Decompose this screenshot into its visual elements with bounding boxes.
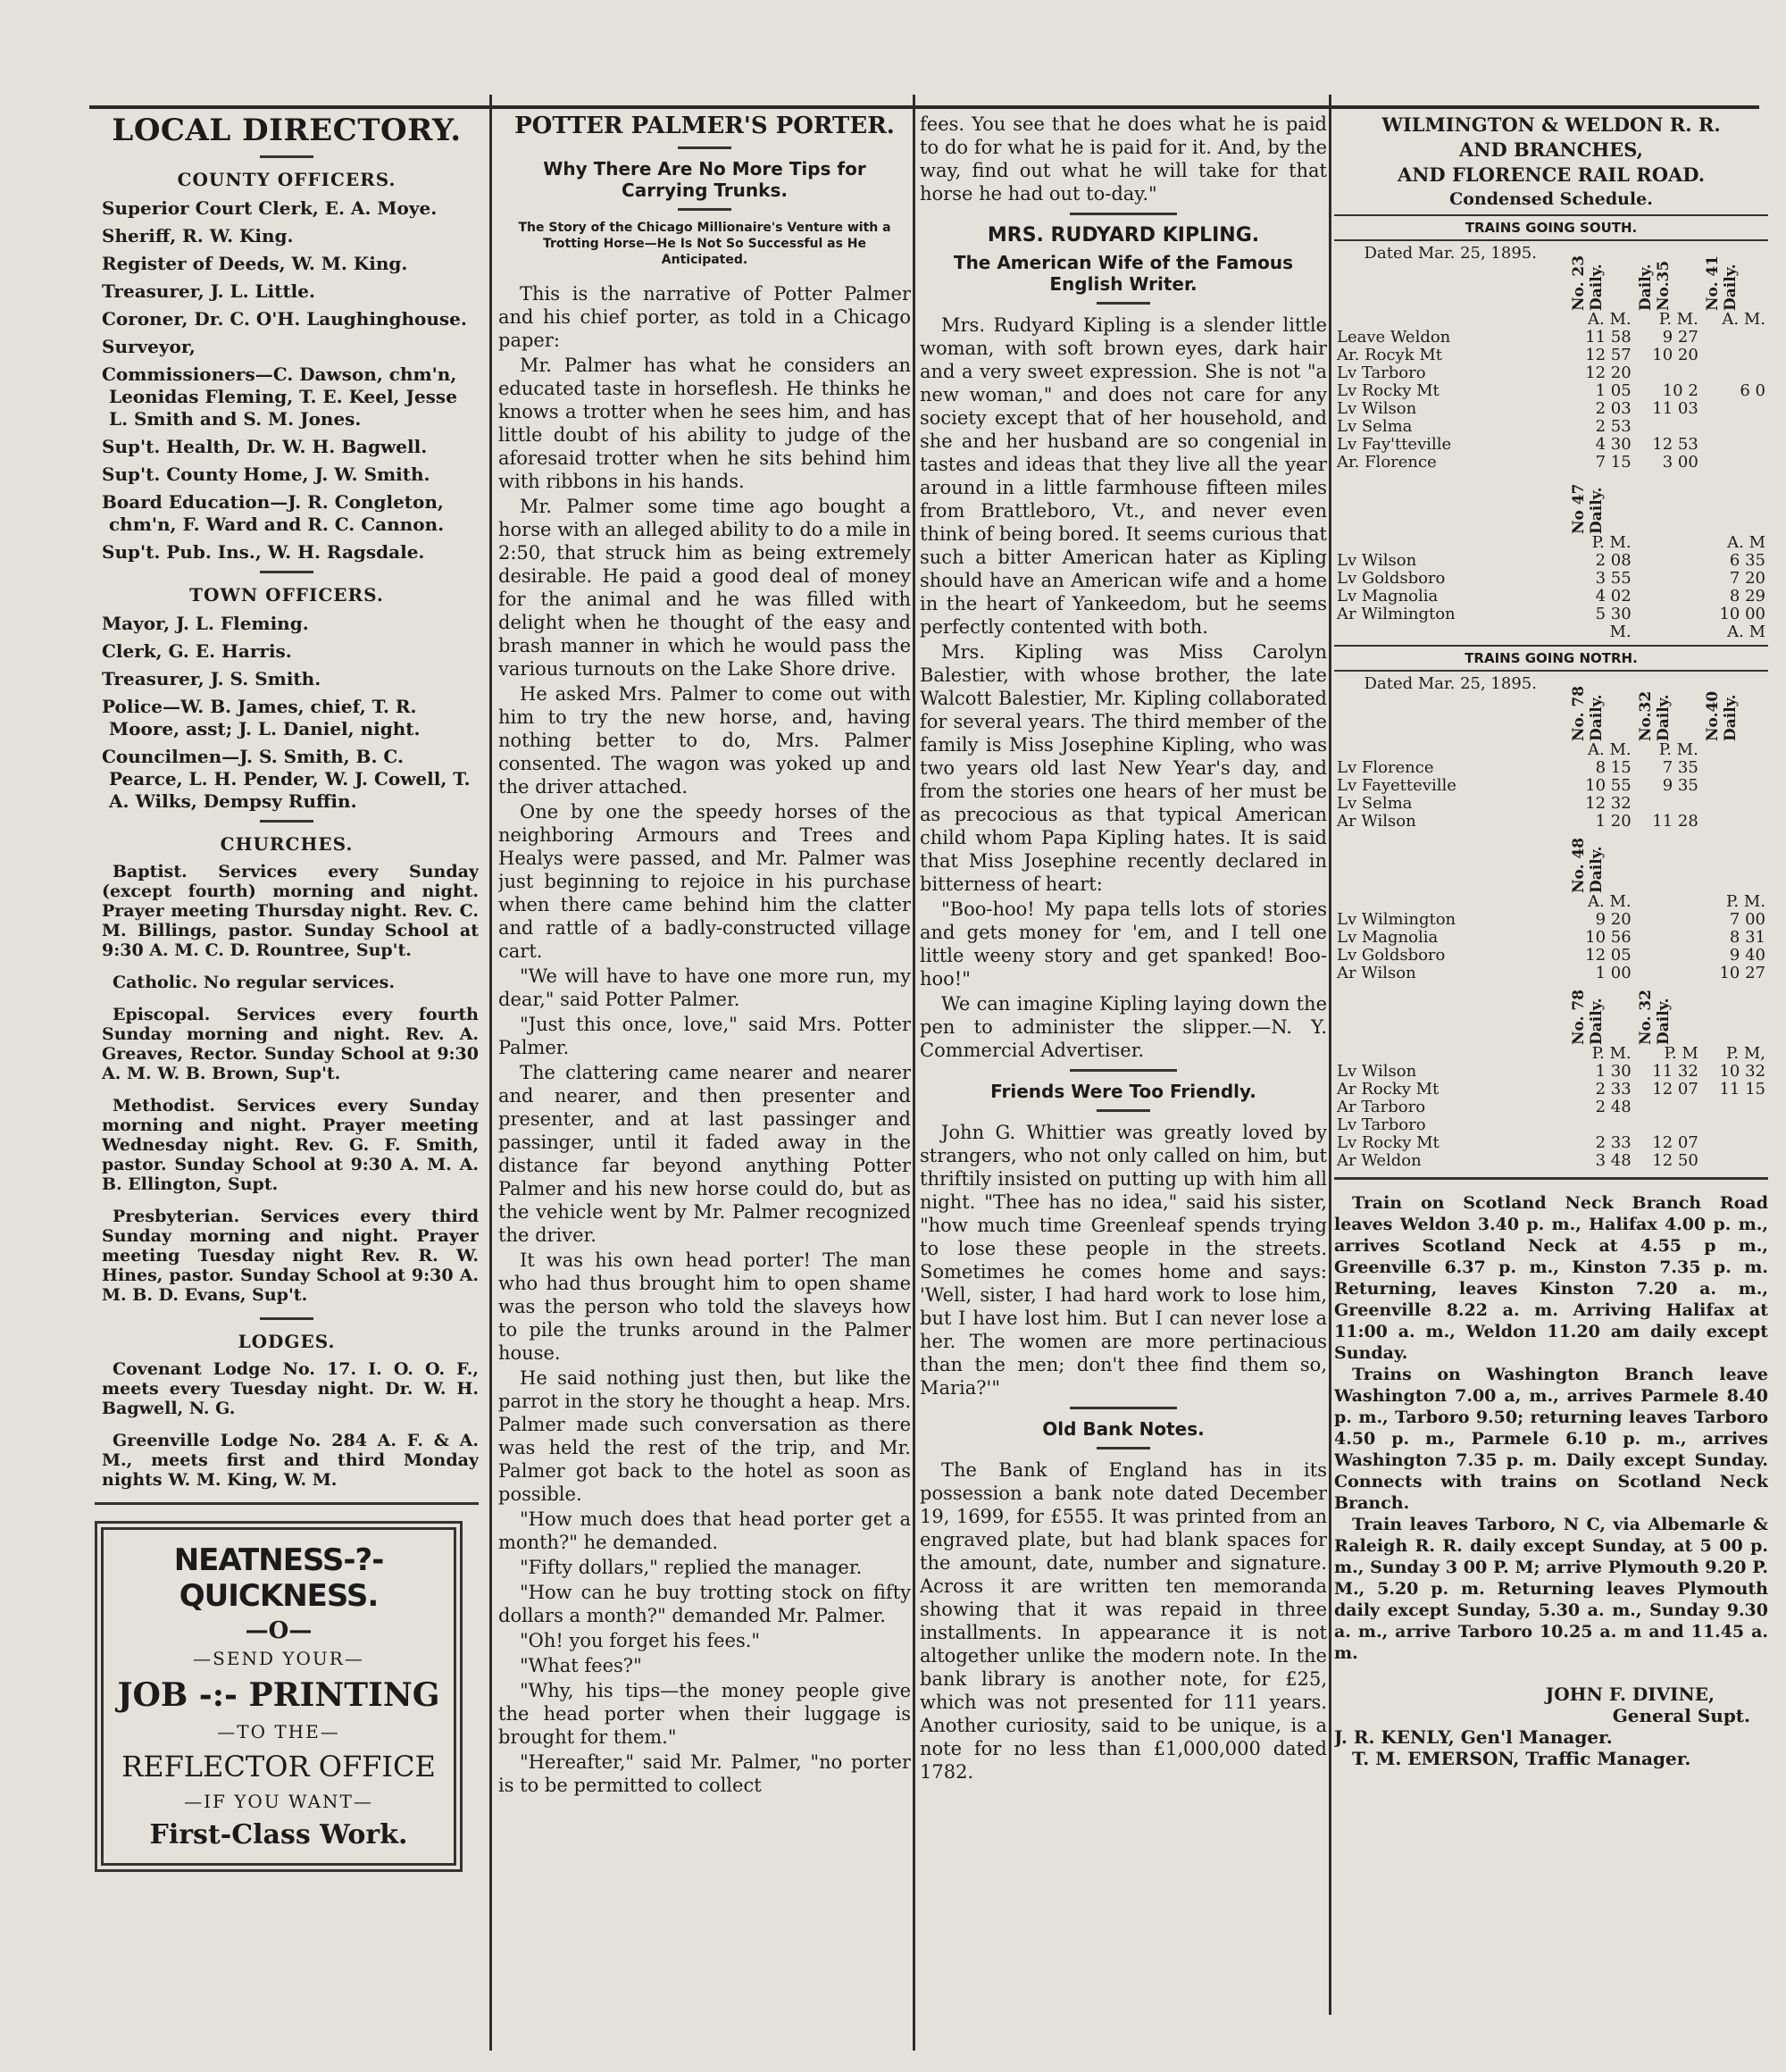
ad-text: REFLECTOR OFFICE (121, 1750, 436, 1784)
time-cell: 2 53 (1595, 417, 1632, 436)
station: Ar Wilmington (1337, 605, 1456, 623)
table-row (1334, 813, 1768, 831)
ampm-label: P. M. (1658, 740, 1698, 759)
article-paragraph: "How can he buy trotting stock on fifty dollars a month?" demanded Mr. Palmer. (498, 1582, 911, 1626)
south-heading: TRAINS GOING SOUTH. (1334, 214, 1768, 241)
town-item: Police—W. B. James, chief, T. R. Moore, asst; J. L. Daniel, night. (102, 696, 421, 739)
time-cell: 12 57 (1585, 346, 1632, 364)
station: Ar Wilson (1337, 964, 1416, 982)
railroad-note: Train leaves Tarboro, N C, via Albemarle & Raleigh R. R. daily except Sunday, at 5 00 p. m., Sunday 3 00 P. M; arrive Plymouth 9.20 P. M., 5.20 p. m. Returning leaves Plymouth daily except Sunday, 5.30 a. m., Sunday 9.30 a. m., arrive Tarboro 10.25 a. m and 11.45 a. m. (1334, 1515, 1768, 1663)
time-cell: 2 08 (1595, 551, 1632, 570)
ampm-label: A. M. (1588, 310, 1632, 329)
time-cell (1701, 418, 1768, 436)
station: Lv Goldsboro (1337, 569, 1446, 588)
county-item: Treasurer, J. L. Little. (102, 280, 315, 302)
time-cell: 12 32 (1585, 794, 1632, 813)
signature-line: T. M. EMERSON, Traffic Manager. (1352, 1748, 1691, 1769)
divider (1070, 213, 1177, 215)
signature-line: General Supt. (1612, 1705, 1750, 1726)
table-row (1334, 382, 1768, 400)
time-cell (1701, 777, 1768, 795)
county-item: Superior Court Clerk, E. A. Moye. (102, 197, 438, 219)
article-paragraph: Mrs. Rudyard Kipling is a slender little woman, with soft brown eyes, dark hair and a very sweet expression. She is not "a new woman," and does not care for any society except that of her household, and she and her husband are so congenial in tastes and ideas that they live all the year around in a little farmhouse fifteen miles from Brattleboro, Vt., and never even think of being bored. It seems curious that such a bitter American hater as Kipling should have an American wife and a home in the heart of Yankeedom, but he seems perfectly contented with both. (920, 314, 1327, 638)
article-title: POTTER PALMER'S PORTER. (514, 113, 895, 139)
article-title: MRS. RUDYARD KIPLING. (987, 224, 1260, 246)
time-cell (1701, 347, 1768, 364)
table-row (1334, 1116, 1768, 1134)
table-row (1334, 1134, 1768, 1152)
station: Lv Selma (1337, 417, 1413, 436)
signature-line: JOHN F. DIVINE, (1545, 1684, 1715, 1705)
article-paragraph: "We will have to have one more run, my dear," said Potter Palmer. (498, 965, 911, 1010)
county-item: Commissioners—C. Dawson, chm'n, Leonidas Fleming, T. E. Keel, Jesse L. Smith and S. M. Jones. (102, 363, 457, 430)
article-paragraph: He asked Mrs. Palmer to come out with him to try the new horse, and, having nothing better to do, Mrs. Palmer consented. The wagon was yoked up and the driver attached. (498, 683, 911, 798)
article-paragraph: "Fifty dollars," replied the manager. (520, 1557, 863, 1578)
town-heading: TOWN OFFICERS. (189, 584, 384, 606)
time-cell (1701, 795, 1768, 813)
article-paragraph: "Hereafter," said Mr. Palmer, "no porter is to be permitted to collect (498, 1751, 911, 1796)
time-cell: 3 00 (1662, 453, 1698, 472)
county-item: Surveyor, (102, 336, 196, 357)
railroad-note: Trains on Washington Branch leave Washington 7.00 a, m., arrives Parmele 8.40 p. m., Tarboro 9.50; returning leaves Tarboro 4.50 p. m., Parmele 6.10 p. m., arrives Washington 7.35 p. m. Daily except Sunday. Connects with trains on Scotland Neck Branch. (1334, 1365, 1768, 1513)
table-row (1334, 436, 1768, 454)
time-cell: 9 40 (1729, 946, 1765, 965)
article-title: Friends Were Too Friendly. (990, 1081, 1256, 1102)
divider (678, 146, 731, 149)
time-cell: 10 27 (1719, 964, 1765, 982)
town-item: Clerk, G. E. Harris. (102, 640, 292, 662)
divider (1070, 1069, 1177, 1072)
table-row (1334, 364, 1768, 382)
time-cell (1701, 454, 1768, 472)
signature-line: J. R. KENLY, Gen'l Manager. (1334, 1726, 1613, 1748)
town-item: Councilmen—J. S. Smith, B. C. Pearce, L. H. Pender, W. J. Cowell, T. A. Wilks, Dempsy Ruffin. (102, 746, 471, 812)
signatures (1334, 1684, 1768, 1769)
time-cell (1701, 1116, 1768, 1134)
table-row (1334, 347, 1768, 364)
ad-text: JOB -:- PRINTING (117, 1676, 440, 1714)
station: Lv Fay'tteville (1337, 435, 1452, 454)
divider (678, 208, 731, 211)
station: Lv Tarboro (1337, 363, 1426, 382)
table-row (1334, 552, 1768, 570)
time-cell: 9 35 (1662, 776, 1698, 795)
article-potter-palmer (498, 113, 911, 1799)
train-column-header: No. 78 Daily. (1569, 685, 1606, 741)
table-row (1334, 1099, 1768, 1116)
time-cell (1701, 329, 1768, 347)
table-row (1334, 947, 1768, 965)
ampm-label: A. M. (1722, 310, 1765, 329)
time-cell: 7 35 (1662, 758, 1698, 777)
top-rule (89, 105, 1759, 109)
station: Lv Wilmington (1337, 910, 1456, 929)
time-cell: 10 56 (1585, 928, 1632, 947)
article-paragraph: It was his own head porter! The man who had thus brought him to open shame was the person who told the slaveys how to pile the trunks around in the Palmer house. (498, 1249, 911, 1364)
table-row (1334, 400, 1768, 418)
dated-label: Dated Mar. 25, 1895. (1364, 674, 1537, 693)
table-row (1334, 454, 1768, 472)
table-row (1334, 1152, 1768, 1170)
article-paragraph: "Boo-hoo! My papa tells lots of stories and gets money for 'em, and I tell one little weeny story and get spanked! Boo-hoo!" (920, 898, 1327, 990)
time-cell: 6 0 (1740, 381, 1765, 400)
ad-ornament: —O— (245, 1617, 313, 1644)
time-cell: 12 20 (1585, 363, 1632, 382)
time-cell: 12 07 (1652, 1133, 1698, 1152)
article-paragraph: "How much does that head porter get a month?" he demanded. (498, 1508, 911, 1553)
time-cell: 11 32 (1652, 1062, 1698, 1081)
station: Lv Goldsboro (1337, 946, 1446, 965)
table-row (1334, 911, 1768, 929)
time-cell: 2 03 (1595, 399, 1632, 418)
time-cell (1701, 813, 1768, 831)
time-cell: 4 02 (1595, 587, 1632, 606)
county-item: Register of Deeds, W. M. King. (102, 253, 408, 274)
ampm-label: A. M. (1588, 892, 1632, 911)
local-directory-column (95, 113, 479, 1872)
railroad-subtitle: Condensed Schedule. (1449, 189, 1653, 209)
time-cell (1634, 1116, 1701, 1134)
divider (260, 820, 313, 823)
article-paragraph: This is the narrative of Potter Palmer and his chief porter, as told in a Chicago paper: (498, 283, 911, 351)
station: Lv Magnolia (1337, 928, 1439, 947)
ampm-label: A. M (1727, 533, 1765, 552)
table-row (1334, 588, 1768, 606)
time-cell: 3 48 (1595, 1151, 1632, 1170)
article-paragraph: Mrs. Kipling was Miss Carolyn Balestier, with whose brother, the late Walcott Balestier, Mr. Kipling collaborated for several years. The third member of the family is Miss Josephine Kipling, who was two years old last New Year's day, and from the stories one hears of her must be as precocious as that typical American child whom Papa Kipling hates. It is said that Miss Josephine recently declared in bitterness of heart: (920, 641, 1327, 895)
lodge-item: Covenant Lodge No. 17. I. O. O. F., meets every Tuesday night. Dr. W. H. Bagwell, N. G. (102, 1359, 479, 1418)
station: Ar Rocky Mt (1337, 1080, 1440, 1099)
station: Lv Fayetteville (1337, 776, 1456, 795)
county-item: Sup't. County Home, J. W. Smith. (102, 464, 430, 485)
article-dek: Why There Are No More Tips for Carrying Trunks. (543, 158, 866, 201)
article-paragraph: One by one the speedy horses of the neighboring Armours and Trees and Healys were passed, and Mr. Palmer was just beginning to rejoice in his purchase when there came behind him the clatter and rattle of a badly-constructed village cart. (498, 801, 911, 962)
ad-text: —IF YOU WANT— (184, 1791, 373, 1812)
church-item: Catholic. No regular services. (113, 973, 395, 992)
time-cell (1634, 1099, 1701, 1116)
article-paragraph: "Just this once, love," said Mrs. Potter Palmer. (498, 1014, 911, 1058)
time-cell: 11 28 (1652, 812, 1698, 831)
railroad-title: AND BRANCHES, (1459, 138, 1643, 161)
station: Lv Wilson (1337, 399, 1417, 418)
train-column-header: No. 78 Daily. (1569, 989, 1606, 1045)
table-row (1334, 329, 1768, 347)
article-paragraph: "What fees?" (520, 1655, 642, 1676)
ad-headline: NEATNESS-?-QUICKNESS. (173, 1542, 384, 1614)
churches-heading: CHURCHES. (220, 833, 354, 855)
divider (1097, 1109, 1150, 1112)
article-paragraph: The Bank of England has in its possession a bank note dated December 19, 1699, for £555. It was printed from an engraved plate, but had blank spaces for the amount, date, number and signature. Across it are written ten memoranda showing that it was repaid in three installments. In appearance it is not altogether unlike the modern note. In the bank library is another note, for £25, which was not presented for 111 years. Another curiosity, said to be unique, is a note for no less than £1,000,000 dated 1782. (920, 1459, 1327, 1783)
lodge-item: Greenville Lodge No. 284 A. F. & A. M., meets first and third Monday nights W. M. King, W. M. (102, 1431, 479, 1490)
table-row (1334, 418, 1768, 436)
ad-text: —SEND YOUR— (193, 1648, 364, 1669)
ampm-label: P. M. (1725, 892, 1765, 911)
ampm-label: P. M. (1658, 310, 1698, 329)
railroad-notes (1334, 1192, 1768, 1664)
church-item: Baptist. Services every Sunday (except fourth) morning and night. Prayer meeting Thursday night. Rev. C. M. Billings, pastor. Sunday School at 9:30 A. M. C. D. Rountree, Sup't. (102, 862, 479, 960)
time-cell: 2 33 (1595, 1080, 1632, 1099)
time-cell: 3 55 (1595, 569, 1632, 588)
time-cell (1701, 1134, 1768, 1152)
column-rule (913, 95, 915, 2051)
divider (1070, 1407, 1177, 1409)
time-cell (1634, 364, 1701, 382)
station: Lv Tarboro (1337, 1115, 1426, 1134)
station: Lv Magnolia (1337, 587, 1439, 606)
ad-text: —TO THE— (217, 1721, 340, 1742)
table-row (1334, 1081, 1768, 1099)
ampm-label: A. M. (1588, 740, 1632, 759)
lodges-heading: LODGES. (238, 1331, 336, 1352)
time-cell: 8 29 (1729, 587, 1765, 606)
time-cell (1701, 436, 1768, 454)
church-item: Episcopal. Services every fourth Sunday morning and night. Rev. A. Greaves, Rector. Sunday School at 9:30 A. M. W. B. Brown, Sup't. (102, 1005, 479, 1083)
time-cell: 9 27 (1662, 328, 1698, 347)
county-item: Coroner, Dr. C. O'H. Laughinghouse. (102, 308, 467, 330)
time-cell (1634, 795, 1701, 813)
time-cell: 10 2 (1662, 381, 1698, 400)
north-timetable (1334, 675, 1768, 1170)
article-paragraph: "Why, his tips—the money people give the head porter when their luggage is brought for them." (498, 1680, 911, 1748)
station: Lv Rocky Mt (1337, 1133, 1440, 1152)
ampm-label: P. M, (1725, 1044, 1765, 1063)
time-cell: 7 15 (1595, 453, 1632, 472)
divider (260, 155, 313, 158)
table-row (1334, 777, 1768, 795)
ad-text: First-Class Work. (149, 1819, 408, 1851)
time-cell: 11 15 (1719, 1080, 1765, 1099)
article-subdek: The Story of the Chicago Millionaire's Venture with a Trotting Horse—He Is Not So Successful as He Anticipated. (518, 221, 891, 267)
time-cell: 6 35 (1729, 551, 1765, 570)
time-cell: 10 32 (1719, 1062, 1765, 1081)
time-cell: 1 05 (1595, 381, 1632, 400)
time-cell: 12 53 (1652, 435, 1698, 454)
time-cell: 7 00 (1729, 910, 1765, 929)
divider (260, 1317, 313, 1320)
divider (1097, 302, 1150, 305)
station: Ar Weldon (1337, 1151, 1422, 1170)
train-column-header: No. 48 Daily. (1569, 837, 1606, 893)
station: Lv Selma (1337, 794, 1413, 813)
time-cell (1701, 1152, 1768, 1170)
time-cell: 2 33 (1595, 1133, 1632, 1152)
county-item: Board Education—J. R. Congleton, chm'n, F. Ward and R. C. Cannon. (102, 491, 445, 535)
county-item: Sheriff, R. W. King. (102, 225, 294, 246)
table-row (1334, 1063, 1768, 1081)
station: Lv Wilson (1337, 1062, 1417, 1081)
north-heading: TRAINS GOING NOTRH. (1334, 645, 1768, 672)
time-cell (1701, 400, 1768, 418)
church-item: Presbyterian. Services every third Sunday morning and night. Prayer meeting Tuesday night Rev. R. W. Hines, pastor. Sunday School at 9:30 A. M. B. D. Evans, Sup't. (102, 1207, 479, 1305)
station: Ar. Florence (1337, 453, 1437, 472)
table-row (1334, 965, 1768, 982)
time-cell: 1 30 (1595, 1062, 1632, 1081)
time-cell: 12 05 (1585, 946, 1632, 965)
train-column-header: No.40 Daily. (1703, 690, 1740, 741)
article-paragraph: John G. Whittier was greatly loved by strangers, who not only called on him, but thriftily insisted on putting up with him all night. "Thee has no idea," said his sister, "how much time Greenleaf spends trying to lose these people in the streets. Sometimes he comes home and says: 'Well, sister, I had hard work to lose him, but I have lost him. But I can never lose a her. The women are more pertinacious than the men; don't thee find them so, Maria?'" (920, 1122, 1327, 1399)
article-paragraph: We can imagine Kipling laying down the pen to administer the slipper.—N. Y. Commercial Advertiser. (920, 993, 1327, 1061)
article-paragraph: Mr. Palmer some time ago bought a horse with an alleged ability to do a mile in 2:50, that struck him as being extremely desirable. He paid a good deal of money for the animal and he was filled with delight when he thought of the easy and brash manner in which he would pass the various turnouts on the Lake Shore drive. (498, 496, 911, 680)
divider (1334, 1177, 1768, 1180)
station: Lv Wilson (1337, 551, 1417, 570)
time-cell: 12 50 (1652, 1151, 1698, 1170)
time-cell: 10 55 (1585, 776, 1632, 795)
time-cell: 8 15 (1595, 758, 1632, 777)
ampm-label: A. M (1727, 622, 1765, 641)
article-paragraph: "Oh! you forget his fees." (520, 1630, 761, 1651)
divider (95, 1502, 479, 1505)
train-column-header: No 47 Daily. (1569, 483, 1606, 534)
time-cell: 9 20 (1595, 910, 1632, 929)
station: Ar Wilson (1337, 812, 1416, 831)
column-rule (489, 95, 492, 2051)
station: Lv Florence (1337, 758, 1434, 777)
county-heading: COUNTY OFFICERS. (177, 169, 396, 190)
article-column-three (920, 113, 1327, 1785)
train-column-header: No. 32 Daily. (1636, 989, 1673, 1045)
church-item: Methodist. Services every Sunday morning and night. Prayer meeting Wednesday night. Rev. G. F. Smith, pastor. Sunday School at 9:30 A. M. A. B. Ellington, Supt. (102, 1096, 479, 1194)
table-row (1334, 606, 1768, 623)
ampm-label: P. M. (1591, 533, 1632, 552)
table-row (1334, 759, 1768, 777)
article-title: Old Bank Notes. (1042, 1418, 1205, 1440)
table-row (1334, 929, 1768, 947)
station: Lv Rocky Mt (1337, 381, 1440, 400)
train-column-header: Daily. No.35 (1636, 260, 1673, 311)
railroad-schedule (1334, 113, 1768, 1769)
train-column-header: No.32 Daily. (1636, 690, 1673, 741)
time-cell: 5 30 (1595, 605, 1632, 623)
train-column-header: No. 41 Daily. (1703, 255, 1740, 311)
divider (1097, 1447, 1150, 1450)
article-dek: The American Wife of the Famous English Writer. (953, 252, 1294, 295)
south-timetable (1334, 245, 1768, 641)
station: Leave Weldon (1337, 328, 1451, 347)
time-cell (1701, 759, 1768, 777)
town-item: Mayor, J. L. Fleming. (102, 613, 309, 634)
ampm-label: P. M (1664, 1044, 1698, 1063)
train-column-header: No. 23 Daily. (1569, 255, 1606, 311)
time-cell: 4 30 (1595, 435, 1632, 454)
time-cell: 2 48 (1595, 1098, 1632, 1116)
time-cell (1701, 364, 1768, 382)
time-cell: 11 03 (1652, 399, 1698, 418)
article-paragraph: Mr. Palmer has what he considers an educated taste in horseflesh. He thinks he knows a trotter when he sees him, and has little doubt of his ability to judge of the aforesaid trotter when he sits behind him with ribbons in his hands. (498, 355, 911, 492)
railroad-note: Train on Scotland Neck Branch Road leaves Weldon 3.40 p. m., Halifax 4.00 p. m., arrives Scotland Neck at 4.55 p m., Greenville 6.37 p. m., Kinston 7.35 p. m. Returning, leaves Kinston 7.20 a. m., Greenville 8.22 a. m. Arriving Halifax at 11:00 a. m., Weldon 11.20 am daily except Sunday. (1334, 1193, 1768, 1363)
time-cell (1634, 418, 1701, 436)
column-rule (1329, 95, 1331, 2015)
railroad-title: WILMINGTON & WELDON R. R. (1381, 113, 1721, 136)
town-item: Treasurer, J. S. Smith. (102, 668, 321, 689)
directory-title: LOCAL DIRECTORY. (112, 113, 462, 148)
time-cell: 10 20 (1652, 346, 1698, 364)
time-cell: 11 58 (1585, 328, 1632, 347)
divider (260, 571, 313, 573)
time-cell: 1 00 (1595, 964, 1632, 982)
county-item: Sup't. Pub. Ins., W. H. Ragsdale. (102, 541, 425, 563)
time-cell (1567, 1116, 1634, 1134)
printing-advertisement (95, 1521, 463, 1872)
railroad-title: AND FLORENCE RAIL ROAD. (1397, 163, 1706, 186)
article-continuation: fees. You see that he does what he is paid to do for what he is paid for it. And, by the way, find out what he will take for that horse he had out to-day." (920, 113, 1327, 205)
station: Ar Tarboro (1337, 1098, 1426, 1116)
time-cell: 8 31 (1729, 928, 1765, 947)
dated-label: Dated Mar. 25, 1895. (1364, 244, 1537, 263)
time-cell: 7 20 (1729, 569, 1765, 588)
article-paragraph: He said nothing just then, but like the parrot in the story he thought a heap. Mrs. Palmer made such conversation as there was held the rest of the trip, and Mr. Palmer got back to the hotel as soon as possible. (498, 1367, 911, 1505)
ampm-label: P. M. (1591, 1044, 1632, 1063)
station: Ar. Rocyk Mt (1337, 346, 1443, 364)
county-item: Sup't. Health, Dr. W. H. Bagwell. (102, 436, 428, 457)
ampm-label: M. (1609, 622, 1632, 641)
table-row (1334, 795, 1768, 813)
article-paragraph: The clattering came nearer and nearer and nearer, and then presenter and presenter, and at last passinger and passinger, until it faded away in the distance far beyond anything Potter Palmer and his new horse could do, but as the vehicle went by Mr. Palmer recognized the driver. (498, 1062, 911, 1246)
time-cell: 10 00 (1719, 605, 1765, 623)
time-cell: 1 20 (1595, 812, 1632, 831)
time-cell (1701, 1099, 1768, 1116)
time-cell: 12 07 (1652, 1080, 1698, 1099)
table-row (1334, 570, 1768, 588)
